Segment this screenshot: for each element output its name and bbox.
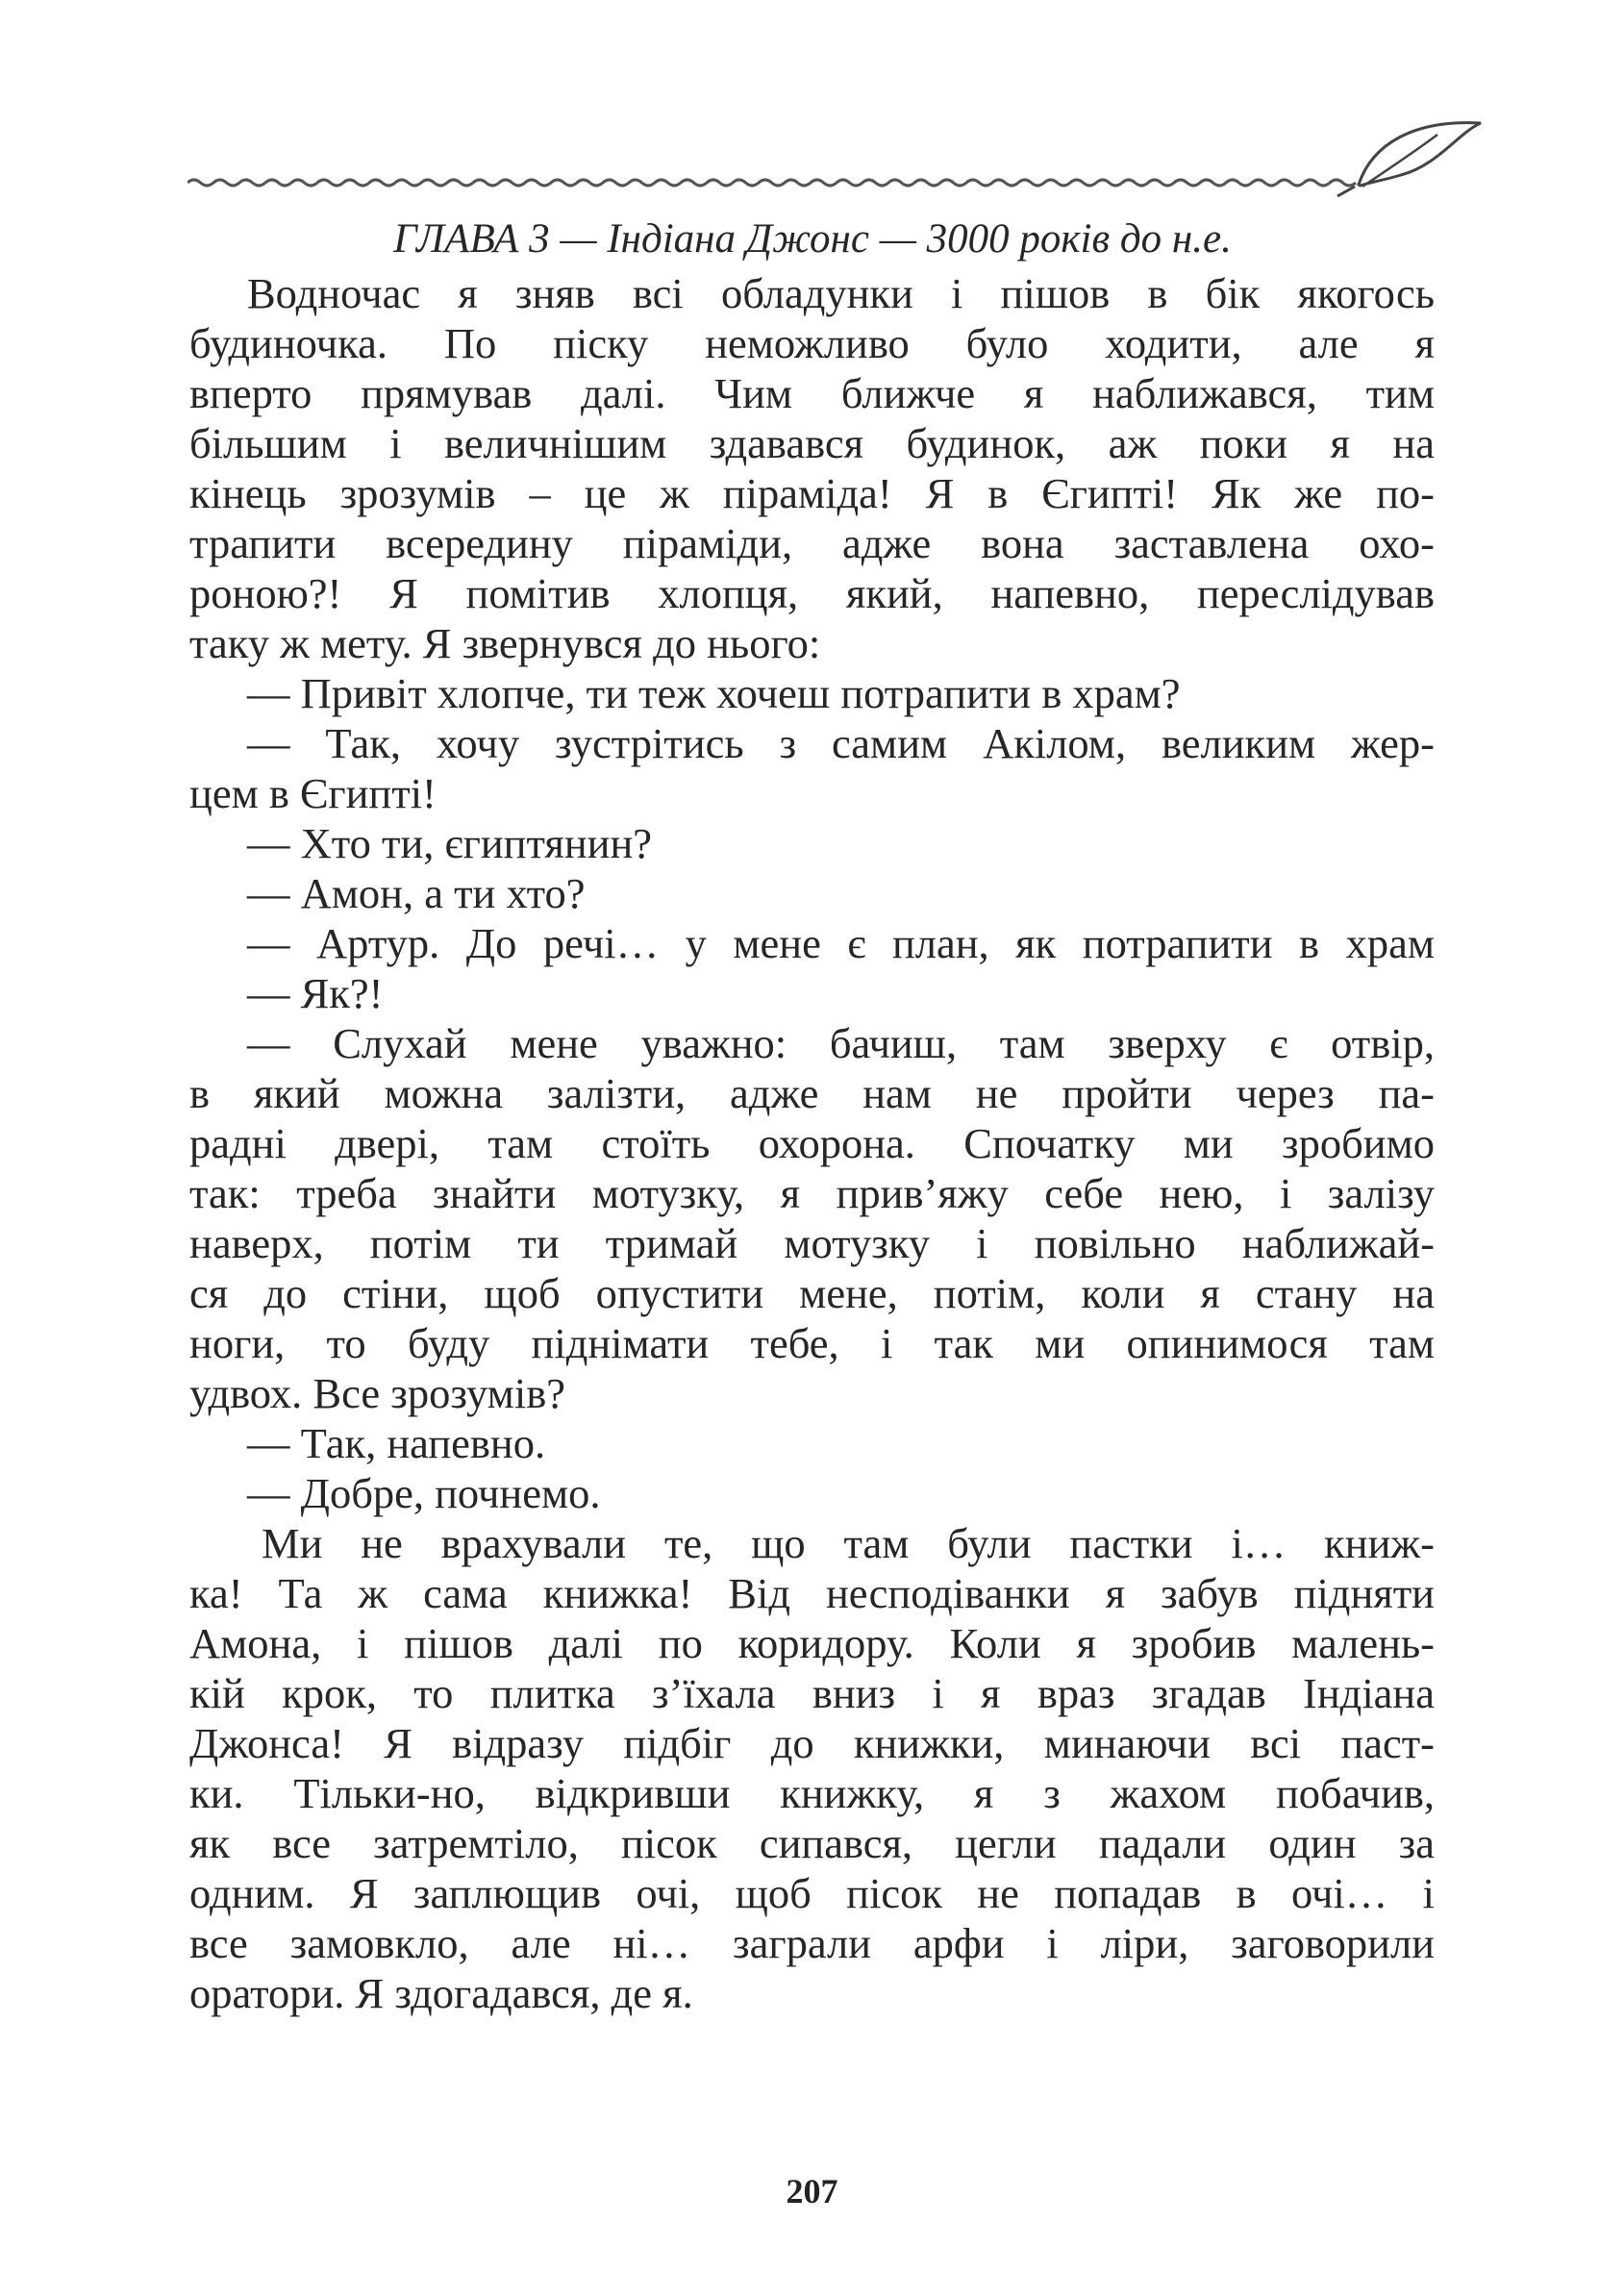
text-line: Ми не врахували те, що там були пастки і… книж- (262, 1519, 1435, 1567)
text-line: наверх, потім ти тримай мотузку і повільно наближай- (189, 1219, 1435, 1267)
dialogue-line: — Так, напевно. (247, 1419, 546, 1467)
text-line: все замовкло, але ні… заграли арфи і ліри, заговорили (189, 1919, 1435, 1967)
text-line: ки. Тільки-но, відкривши книжку, я з жахом побачив, (189, 1769, 1435, 1817)
text-line: Амона, і пішов далі по коридору. Коли я зробив малень- (189, 1619, 1435, 1667)
header-ornament (187, 106, 1495, 202)
dialogue-line: — Привіт хлопче, ти теж хочеш потрапити в храм? (247, 669, 1181, 717)
chapter-title: ГЛАВА 3 — Індіана Джонс — 3000 років до н.е. (393, 216, 1232, 262)
text-line: одним. Я заплющив очі, щоб пісок не попадав в очі… і (189, 1869, 1435, 1917)
text-line: так: треба знайти мотузку, я прив’яжу себе нею, і залізу (189, 1169, 1435, 1217)
text-line: кінець зрозумів – це ж піраміда! Я в Єгипті! Як же по- (189, 469, 1435, 517)
text-line: як все затремтіло, пісок сипався, цегли падали один за (189, 1819, 1435, 1867)
dialogue-line: — Амон, а ти хто? (247, 869, 586, 917)
wavy-divider (187, 180, 1356, 186)
text-line: трапити всередину піраміди, адже вона заставлена охо- (189, 519, 1435, 567)
text-line: Джонса! Я відразу підбіг до книжки, минаючи всі паст- (189, 1719, 1435, 1767)
text-line: ка! Та ж сама книжка! Від несподіванки я забув підняти (189, 1569, 1435, 1617)
text-line: таку ж мету. Я звернувся до нього: (189, 619, 821, 667)
dialogue-line: — Добре, почнемо. (247, 1469, 601, 1517)
dialogue-line: — Артур. До речі… у мене є план, як потрапити в храм (247, 919, 1435, 967)
chapter-body (189, 268, 1435, 2018)
dialogue-line: — Так, хочу зустрітись з самим Акілом, великим жер- (247, 719, 1435, 767)
text-line: цем в Єгипті! (189, 769, 437, 817)
text-line: роною?! Я помітив хлопця, який, напевно, переслідував (189, 569, 1435, 617)
quill-pen-icon (1337, 123, 1481, 196)
text-line: радні двері, там стоїть охорона. Спочатку ми зробимо (189, 1119, 1435, 1167)
text-line: оратори. Я здогадався, де я. (189, 1969, 693, 2017)
page-number: 207 (786, 2172, 838, 2210)
text-line: Водночас я зняв всі обладунки і пішов в бік якогось (247, 269, 1435, 317)
text-line: кій крок, то плитка з’їхала вниз і я враз згадав Індіана (189, 1669, 1435, 1717)
text-line: удвох. Все зрозумів? (189, 1369, 565, 1417)
dialogue-line: — Слухай мене уважно: бачиш, там зверху є отвір, (247, 1019, 1435, 1067)
text-line: вперто прямував далі. Чим ближче я наближався, тим (189, 369, 1435, 417)
dialogue-line: — Хто ти, єгиптянин? (247, 819, 653, 867)
text-line: більшим і величнішим здавався будинок, аж поки я на (189, 419, 1435, 467)
text-line: в який можна залізти, адже нам не пройти через па- (189, 1069, 1435, 1117)
dialogue-line: — Як?! (247, 969, 384, 1017)
text-line: будиночка. По піску неможливо було ходити, але я (189, 319, 1435, 367)
text-line: ся до стіни, щоб опустити мене, потім, коли я стану на (189, 1269, 1435, 1317)
text-line: ноги, то буду піднімати тебе, і так ми опинимося там (189, 1319, 1435, 1367)
